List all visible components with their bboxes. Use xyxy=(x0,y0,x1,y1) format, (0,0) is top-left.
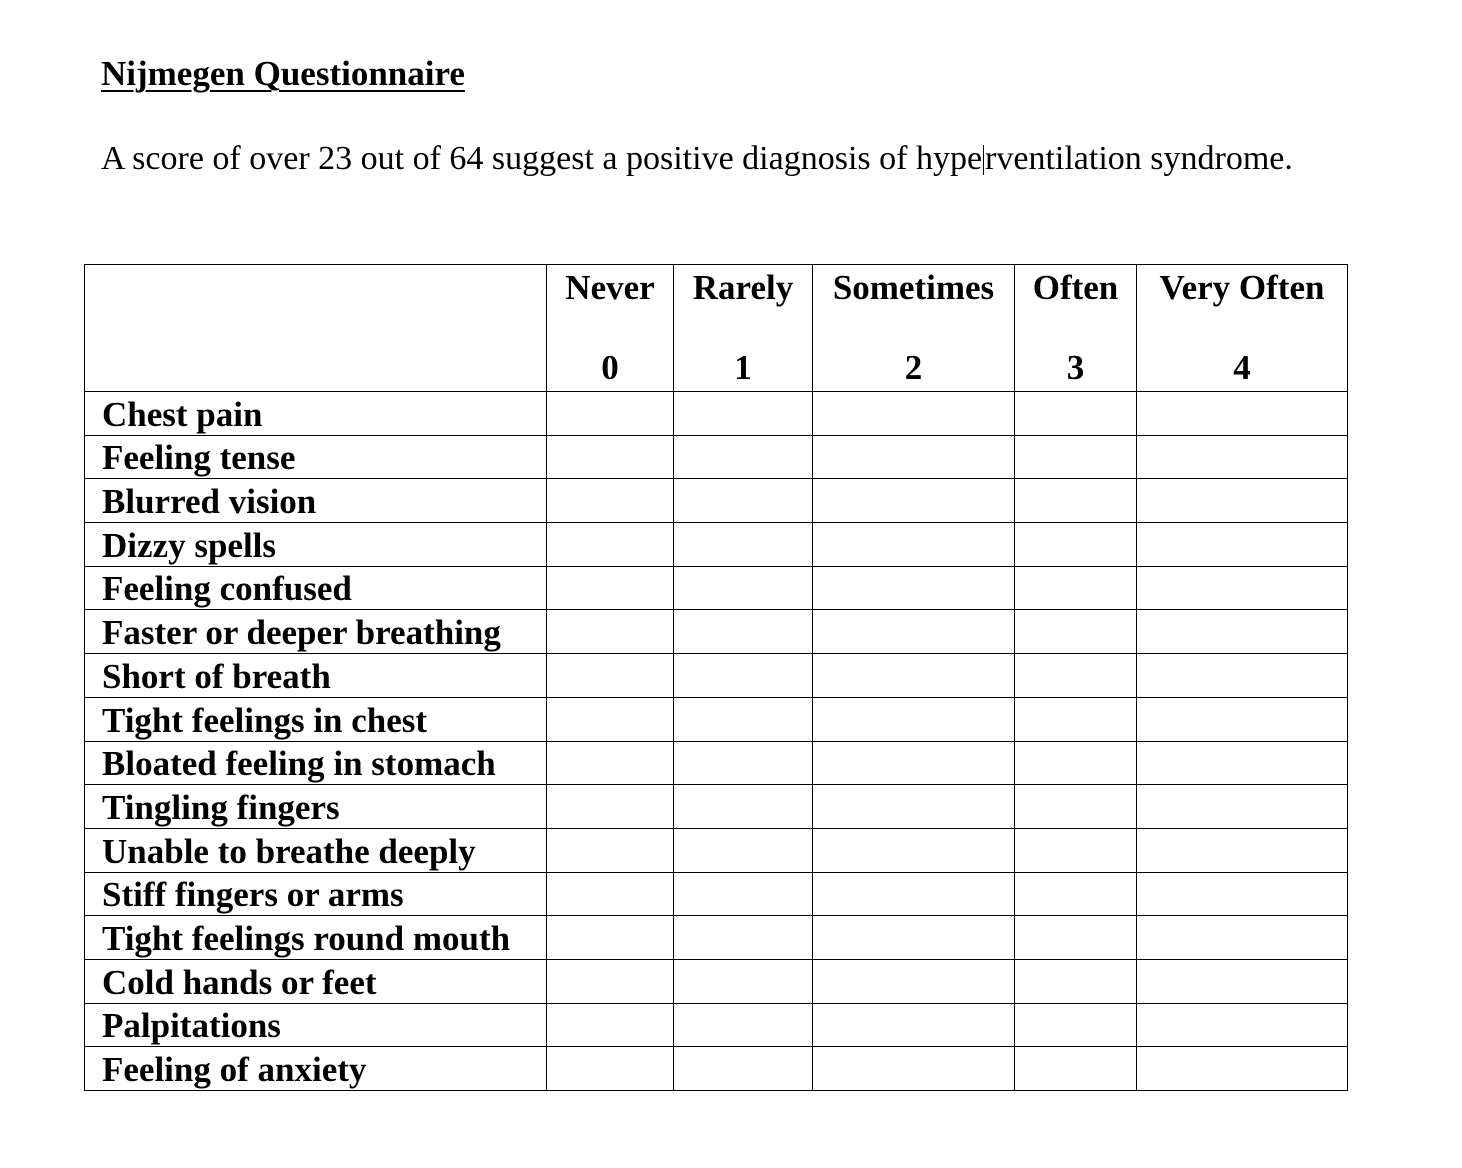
score-cell[interactable] xyxy=(813,523,1015,567)
score-cell[interactable] xyxy=(547,916,674,960)
score-cell[interactable] xyxy=(674,435,813,479)
score-cell[interactable] xyxy=(1137,872,1348,916)
symptom-label: Tight feelings round mouth xyxy=(85,916,547,960)
score-cell[interactable] xyxy=(813,697,1015,741)
symptom-label: Cold hands or feet xyxy=(85,959,547,1003)
column-score: 0 xyxy=(601,348,619,387)
table-row xyxy=(85,654,1348,698)
score-cell[interactable] xyxy=(1015,435,1137,479)
score-cell[interactable] xyxy=(674,1003,813,1047)
score-cell[interactable] xyxy=(1137,479,1348,523)
score-cell[interactable] xyxy=(1137,741,1348,785)
score-cell[interactable] xyxy=(547,959,674,1003)
score-cell[interactable] xyxy=(547,566,674,610)
score-cell[interactable] xyxy=(813,741,1015,785)
score-cell[interactable] xyxy=(1015,479,1137,523)
score-cell[interactable] xyxy=(547,610,674,654)
symptom-label: Dizzy spells xyxy=(85,523,547,567)
score-cell[interactable] xyxy=(1015,654,1137,698)
score-cell[interactable] xyxy=(674,697,813,741)
score-cell[interactable] xyxy=(1137,697,1348,741)
intro-text-start: A score of over 23 out of 64 suggest a positive diagnosis of hype xyxy=(101,140,983,177)
score-cell[interactable] xyxy=(813,872,1015,916)
header-sometimes xyxy=(813,265,1015,392)
table-row xyxy=(85,872,1348,916)
score-cell[interactable] xyxy=(674,392,813,436)
table-row xyxy=(85,828,1348,872)
score-cell[interactable] xyxy=(813,392,1015,436)
score-cell[interactable] xyxy=(813,828,1015,872)
header-blank-cell xyxy=(85,265,547,392)
score-cell[interactable] xyxy=(1137,566,1348,610)
symptom-label: Unable to breathe deeply xyxy=(85,828,547,872)
score-cell[interactable] xyxy=(547,872,674,916)
score-cell[interactable] xyxy=(1015,785,1137,829)
score-cell[interactable] xyxy=(813,435,1015,479)
score-cell[interactable] xyxy=(1137,1003,1348,1047)
symptom-label: Chest pain xyxy=(85,392,547,436)
score-cell[interactable] xyxy=(1015,959,1137,1003)
score-cell[interactable] xyxy=(674,959,813,1003)
column-label: Very Often xyxy=(1159,268,1325,307)
column-score: 1 xyxy=(734,348,752,387)
symptom-label: Feeling tense xyxy=(85,435,547,479)
score-cell[interactable] xyxy=(1137,392,1348,436)
symptom-rows xyxy=(85,392,1348,1091)
header-row xyxy=(85,265,1348,392)
table-row xyxy=(85,566,1348,610)
score-cell[interactable] xyxy=(1137,1047,1348,1091)
score-cell[interactable] xyxy=(1137,523,1348,567)
symptom-label: Feeling confused xyxy=(85,566,547,610)
symptom-label: Feeling of anxiety xyxy=(85,1047,547,1091)
score-cell[interactable] xyxy=(813,610,1015,654)
score-cell[interactable] xyxy=(1015,392,1137,436)
score-cell[interactable] xyxy=(813,785,1015,829)
header-never xyxy=(547,265,674,392)
score-cell[interactable] xyxy=(547,435,674,479)
score-cell[interactable] xyxy=(1015,741,1137,785)
score-cell[interactable] xyxy=(674,479,813,523)
score-cell[interactable] xyxy=(674,654,813,698)
header-very-often xyxy=(1137,265,1348,392)
score-cell[interactable] xyxy=(1015,828,1137,872)
score-cell[interactable] xyxy=(674,1047,813,1091)
header-rarely xyxy=(674,265,813,392)
score-cell[interactable] xyxy=(813,1047,1015,1091)
score-cell[interactable] xyxy=(813,654,1015,698)
table-row xyxy=(85,523,1348,567)
symptom-label: Faster or deeper breathing xyxy=(85,610,547,654)
score-cell[interactable] xyxy=(674,785,813,829)
score-cell[interactable] xyxy=(547,1047,674,1091)
score-cell[interactable] xyxy=(813,479,1015,523)
score-cell[interactable] xyxy=(674,872,813,916)
column-label: Sometimes xyxy=(832,268,995,307)
score-cell[interactable] xyxy=(547,741,674,785)
column-score: 2 xyxy=(904,348,923,387)
score-cell[interactable] xyxy=(1015,872,1137,916)
table-row xyxy=(85,697,1348,741)
score-cell[interactable] xyxy=(674,741,813,785)
questionnaire-table xyxy=(84,264,1348,1091)
table-row xyxy=(85,916,1348,960)
symptom-label: Tingling fingers xyxy=(85,785,547,829)
document-title: Nijmegen Questionnaire xyxy=(101,54,465,93)
score-cell[interactable] xyxy=(547,479,674,523)
score-cell[interactable] xyxy=(1137,828,1348,872)
column-score: 3 xyxy=(1066,348,1085,387)
score-cell[interactable] xyxy=(1015,523,1137,567)
score-cell[interactable] xyxy=(674,828,813,872)
symptom-label: Short of breath xyxy=(85,654,547,698)
intro-paragraph xyxy=(101,138,1321,180)
score-cell[interactable] xyxy=(1015,610,1137,654)
score-cell[interactable] xyxy=(547,392,674,436)
score-cell[interactable] xyxy=(1137,785,1348,829)
column-score: 4 xyxy=(1233,348,1251,387)
score-cell[interactable] xyxy=(1015,566,1137,610)
score-cell[interactable] xyxy=(1137,435,1348,479)
column-label: Often xyxy=(1032,268,1119,307)
symptom-label: Palpitations xyxy=(85,1003,547,1047)
table-row xyxy=(85,741,1348,785)
text-cursor xyxy=(983,145,984,175)
table-row xyxy=(85,1003,1348,1047)
score-cell[interactable] xyxy=(813,566,1015,610)
table-row xyxy=(85,959,1348,1003)
score-cell[interactable] xyxy=(674,523,813,567)
intro-text-end: rventilation syndrome. xyxy=(985,140,1293,177)
score-cell[interactable] xyxy=(1015,1047,1137,1091)
score-cell[interactable] xyxy=(674,566,813,610)
score-cell[interactable] xyxy=(547,828,674,872)
score-cell[interactable] xyxy=(1015,1003,1137,1047)
score-cell[interactable] xyxy=(1015,916,1137,960)
table-row xyxy=(85,785,1348,829)
score-cell[interactable] xyxy=(547,697,674,741)
score-cell[interactable] xyxy=(1137,916,1348,960)
symptom-label: Stiff fingers or arms xyxy=(85,872,547,916)
score-cell[interactable] xyxy=(547,654,674,698)
score-cell[interactable] xyxy=(674,916,813,960)
column-label: Never xyxy=(565,268,655,307)
score-cell[interactable] xyxy=(547,523,674,567)
table-row xyxy=(85,479,1348,523)
column-label: Rarely xyxy=(692,268,794,307)
table-row xyxy=(85,435,1348,479)
table-row xyxy=(85,392,1348,436)
score-cell[interactable] xyxy=(1015,697,1137,741)
score-cell[interactable] xyxy=(547,1003,674,1047)
score-cell[interactable] xyxy=(547,785,674,829)
score-cell[interactable] xyxy=(1137,959,1348,1003)
symptom-label: Blurred vision xyxy=(85,479,547,523)
table-row xyxy=(85,1047,1348,1091)
score-cell[interactable] xyxy=(813,959,1015,1003)
score-cell[interactable] xyxy=(1137,610,1348,654)
symptom-label: Tight feelings in chest xyxy=(85,697,547,741)
score-cell[interactable] xyxy=(813,916,1015,960)
score-cell[interactable] xyxy=(1137,654,1348,698)
symptom-label: Bloated feeling in stomach xyxy=(85,741,547,785)
header-often xyxy=(1015,265,1137,392)
score-cell[interactable] xyxy=(813,1003,1015,1047)
table-row xyxy=(85,610,1348,654)
score-cell[interactable] xyxy=(674,610,813,654)
